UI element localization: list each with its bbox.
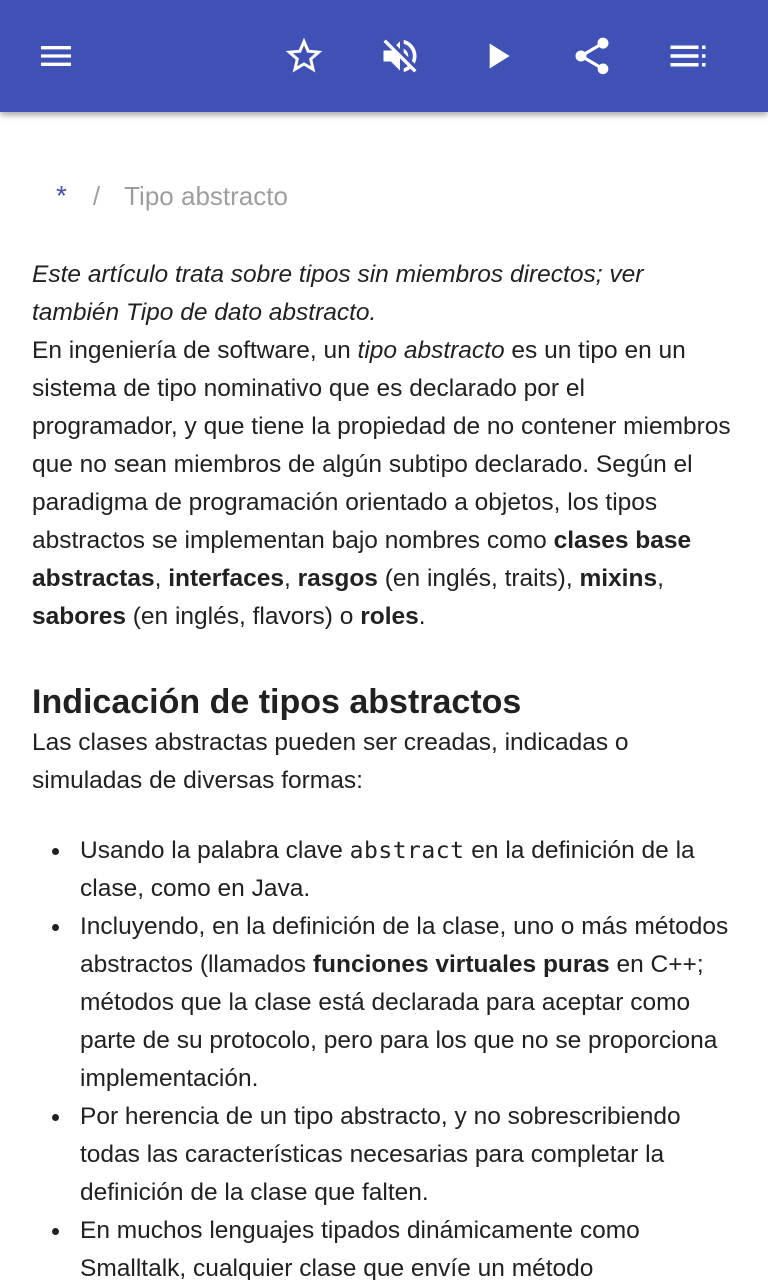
hatnote [32,256,736,332]
term-link[interactable]: roles [360,603,419,630]
list-item-text: en la definición de la clase, como en Java. [80,837,695,902]
list-item-text: Incluyendo, en la definición de la clase, uno o más métodos abstractos (llamados [80,913,729,978]
list-item [80,832,736,908]
hatnote-text: Este artículo trata sobre tipos sin miembros directos; ver también [32,261,644,326]
section-intro: Las clases abstractas pueden ser creadas, indicadas o simuladas de diversas formas: [32,729,629,794]
intro-term: tipo abstracto [357,337,505,364]
breadcrumb-root-link[interactable]: * [56,180,67,211]
term-link[interactable]: sabores [32,603,126,630]
bullet-icon [52,1114,59,1121]
term-link[interactable]: rasgos [297,565,378,592]
separator-text: , [283,565,298,592]
list-item [80,1098,736,1212]
volume-mute-icon [378,34,422,78]
code-keyword: abstract [349,838,465,864]
bullet-icon [52,924,59,931]
breadcrumb-current: Tipo abstracto [124,181,288,211]
playlist-icon [667,35,709,77]
mute-button[interactable] [372,28,428,84]
intro-text: (en inglés, traits), [377,565,580,592]
term-link[interactable]: funciones virtuales puras [312,951,610,978]
separator-text: , [657,565,664,592]
abstract-methods-list [32,832,736,1280]
term-link[interactable]: mixins [579,565,658,592]
list-item-text: En muchos lenguajes tipados dinámicamente como Smalltalk, cualquier clase que envíe un método [80,1217,640,1280]
intro-text: es un tipo en un sistema de tipo nominativo que es declarado por el programador, y que tiene la propiedad de no contener miembros que no sean miembros de algún subtipo declarado. Según el paradigma de programación orientado a objetos, los tipos abstractos se implementan bajo nombres como [32,337,731,554]
hatnote-link[interactable]: Tipo de dato abstracto [125,299,370,326]
article-content [0,112,768,1280]
list-item-text: en C++; métodos que la clase está declarada para aceptar como parte de su protocolo, pero para los que no se proporciona implementación. [80,951,718,1092]
term-link[interactable]: clases base abstractas [32,527,692,592]
intro-paragraph [32,332,736,636]
list-item-text: Usando la palabra clave [80,837,350,864]
term-link[interactable]: interfaces [168,565,284,592]
app-toolbar [0,0,768,112]
play-button[interactable] [470,28,526,84]
share-icon [570,34,614,78]
hatnote-suffix: . [369,299,377,326]
list-item [80,908,736,1098]
bullet-icon [52,848,59,855]
share-button[interactable] [564,28,620,84]
list-item-text: Por herencia de un tipo abstracto, y no sobrescribiendo todas las características necesarias para completar la definición de la clase que falten. [80,1103,681,1206]
intro-text: . [418,603,426,630]
contents-button[interactable] [660,28,716,84]
bullet-icon [52,1228,59,1235]
menu-button[interactable] [28,28,84,84]
breadcrumb-separator: / [92,181,101,211]
menu-icon [36,36,76,76]
star-outline-icon [282,34,326,78]
list-item [80,1212,736,1280]
section-heading: Indicación de tipos abstractos [32,683,522,721]
article-body [32,256,736,1280]
breadcrumb [56,180,288,212]
intro-text: (en inglés, flavors) o [125,603,361,630]
intro-text: En ingeniería de software, un [32,337,358,364]
play-icon [478,36,518,76]
favorite-button[interactable] [276,28,332,84]
separator-text: , [154,565,169,592]
